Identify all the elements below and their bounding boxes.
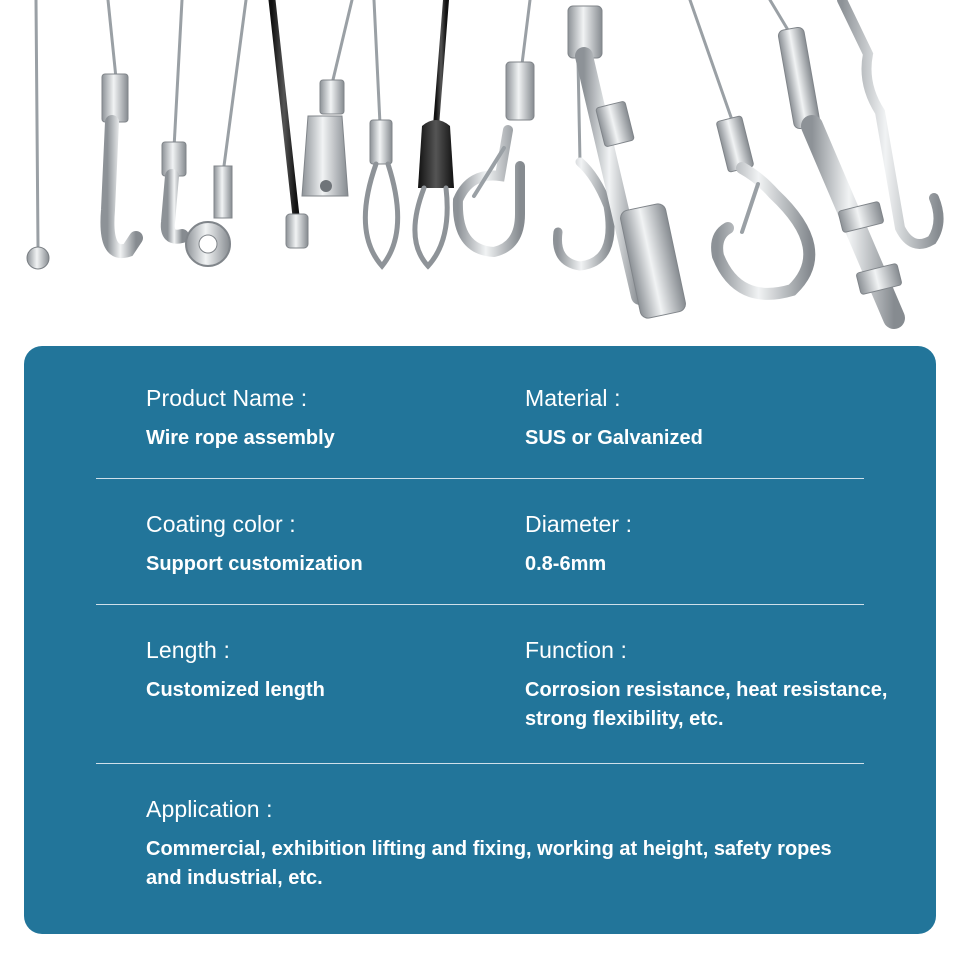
j-hook-cable (102, 0, 136, 251)
spec-function (525, 636, 895, 734)
hex-nut-cable (302, 0, 352, 196)
spec-value: Customized length (146, 679, 325, 701)
divider (96, 763, 864, 764)
black-sleeve-loop-cable (415, 0, 454, 266)
spec-value: Wire rope assembly (146, 427, 335, 449)
spec-label: Length : (146, 637, 230, 663)
angled-hook-cable (162, 0, 186, 237)
spec-label: Material : (525, 385, 621, 411)
eye-terminal-cable (186, 0, 246, 266)
loop-end-cable (365, 0, 397, 266)
spec-value: Corrosion resistance, heat resistance, strong flexibility, etc. (525, 679, 888, 730)
spec-label: Diameter : (525, 511, 633, 537)
spec-product-name (146, 384, 506, 453)
spec-value: 0.8-6mm (525, 553, 607, 575)
spec-value: Commercial, exhibition lifting and fixing, working at height, safety ropes and industrial, etc. (146, 838, 832, 889)
product-photo (0, 0, 960, 340)
black-coated-cable (272, 0, 308, 248)
spec-label: Function : (525, 637, 627, 663)
spec-value: Support customization (146, 553, 363, 575)
snap-hook-cable (458, 0, 534, 252)
spec-coating-color (146, 510, 506, 579)
spec-label: Product Name : (146, 385, 308, 411)
spec-diameter (525, 510, 895, 579)
ball-end-cable (27, 0, 49, 269)
spec-length (146, 636, 506, 705)
spec-value: SUS or Galvanized (525, 427, 703, 449)
divider (96, 478, 864, 479)
threaded-stud-cable (770, 0, 902, 318)
spec-material (525, 384, 895, 453)
spec-label: Application : (146, 796, 273, 822)
spec-application (146, 795, 866, 893)
spec-panel (24, 346, 936, 934)
divider (96, 604, 864, 605)
spec-label: Coating color : (146, 511, 296, 537)
